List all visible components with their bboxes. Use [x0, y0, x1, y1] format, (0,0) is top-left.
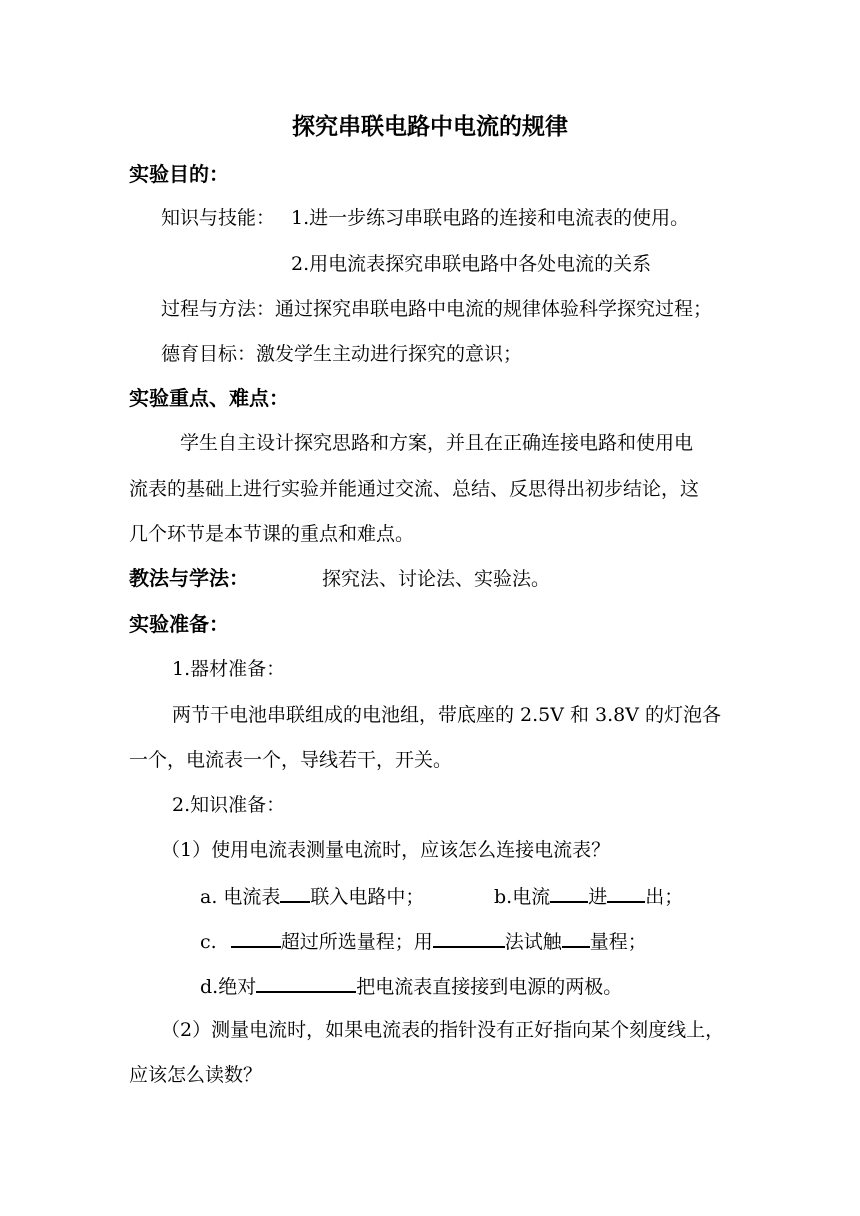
- process-goal: 过程与方法：通过探究串联电路中电流的规律体验科学探究过程；: [161, 298, 713, 320]
- fill-d-prefix: d.绝对: [200, 976, 257, 998]
- equipment-heading: 1.器材准备：: [172, 658, 286, 680]
- focus-line-3: 几个环节是本节课的重点和难点。: [129, 523, 415, 545]
- fill-blank: [256, 973, 356, 993]
- fill-b-mid: 进: [588, 886, 608, 908]
- goal-1: 1.进一步练习串联电路的连接和电流表的使用。: [291, 207, 690, 229]
- fill-c-prefix: c.: [200, 931, 217, 953]
- question-1: （1）使用电流表测量电流时，应该怎么连接电流表？: [161, 839, 611, 861]
- methods-text: 探究法、讨论法、实验法。: [322, 568, 551, 590]
- knowledge-label: 知识与技能：: [161, 207, 276, 229]
- fill-d-suffix: 把电流表直接接到电源的两极。: [356, 976, 623, 998]
- fill-item-b: [494, 883, 683, 909]
- equipment-line-1: 两节干电池串联组成的电池组，带底座的 2.5V 和 3.8V 的灯泡各: [172, 704, 722, 726]
- fill-item-a: [200, 883, 424, 909]
- section-heading-prep: 实验准备：: [129, 612, 229, 636]
- question-2-line-2: 应该怎么读数？: [129, 1064, 263, 1086]
- fill-b-suffix: 出；: [645, 886, 684, 908]
- fill-blank: [433, 928, 505, 948]
- fill-b-prefix: b.电流: [494, 886, 551, 908]
- fill-item-d: [200, 973, 622, 999]
- section-heading-purpose: 实验目的：: [129, 162, 229, 186]
- focus-line-2: 流表的基础上进行实验并能通过交流、总结、反思得出初步结论，这: [129, 478, 700, 500]
- fill-blank: [280, 883, 310, 903]
- section-heading-focus: 实验重点、难点：: [129, 386, 289, 410]
- fill-c-suffix: 量程；: [589, 931, 647, 953]
- focus-line-1: 学生自主设计探究思路和方案，并且在正确连接电路和使用电: [180, 432, 694, 454]
- fill-a-prefix: a. 电流表: [200, 886, 281, 908]
- knowledge-heading: 2.知识准备：: [172, 794, 286, 816]
- fill-blank: [550, 883, 588, 903]
- question-2-line-1: （2）测量电流时，如果电流表的指针没有正好指向某个刻度线上，: [161, 1019, 725, 1041]
- fill-blank: [607, 883, 645, 903]
- moral-goal: 德育目标：激发学生主动进行探究的意识；: [161, 343, 523, 365]
- fill-item-c: [200, 928, 647, 954]
- section-heading-methods: 教法与学法：: [129, 566, 249, 590]
- fill-blank: [231, 928, 281, 948]
- fill-c-mid1: 超过所选量程；用: [280, 931, 433, 953]
- fill-blank: [562, 928, 590, 948]
- fill-c-mid2: 法试触: [504, 931, 562, 953]
- page-title: 探究串联电路中电流的规律: [292, 114, 568, 140]
- goal-2: 2.用电流表探究串联电路中各处电流的关系: [291, 253, 652, 275]
- fill-a-suffix: 联入电路中；: [310, 886, 425, 908]
- equipment-line-2: 一个，电流表一个，导线若干，开关。: [129, 749, 453, 771]
